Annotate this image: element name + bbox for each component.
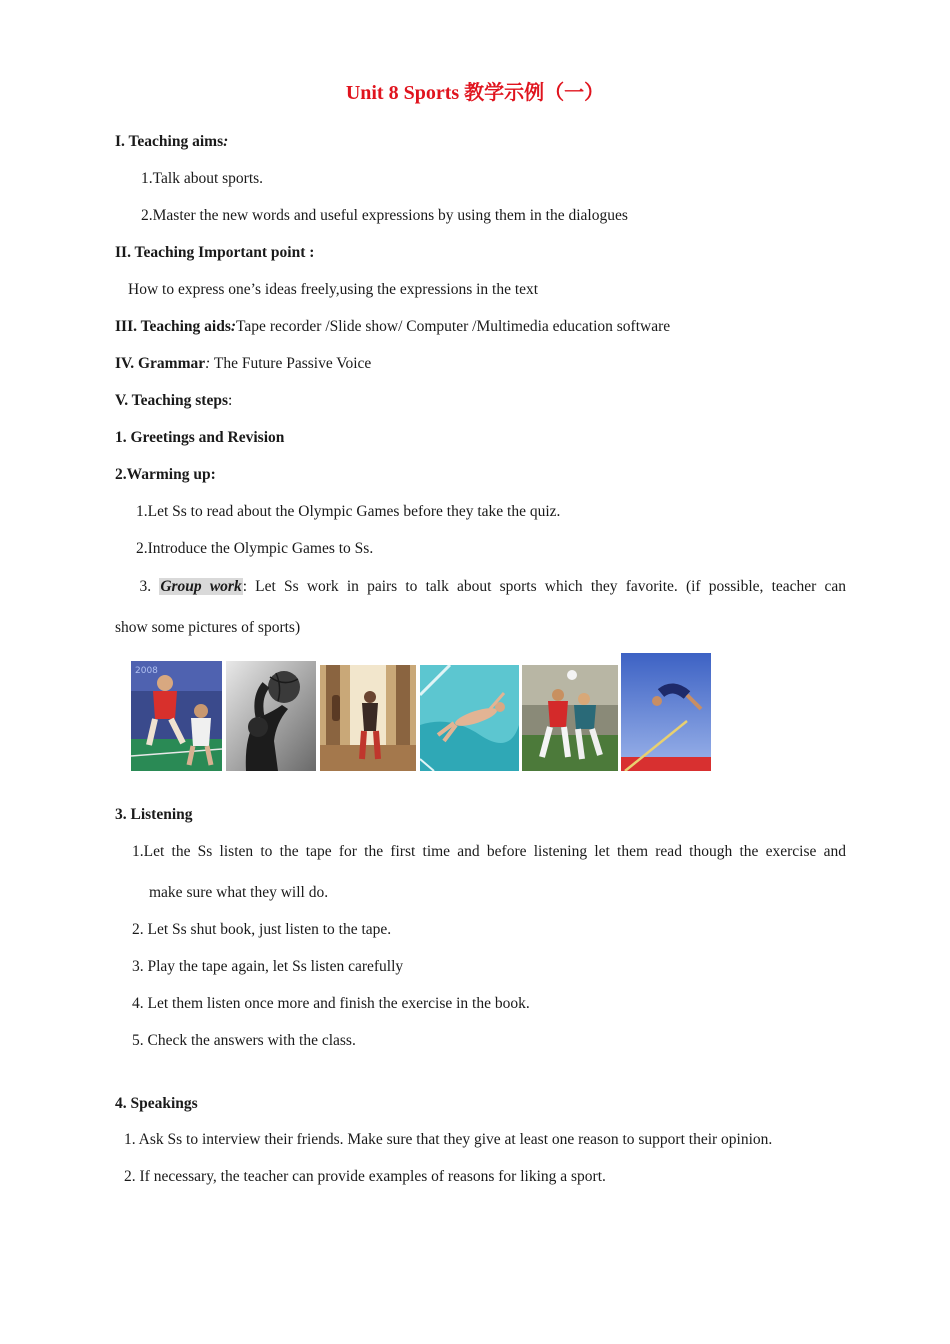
basketball-photo	[226, 661, 316, 771]
boxing-photo	[320, 665, 416, 771]
speaking-item-2: 2. If necessary, the teacher can provide examples of reasons for liking a sport.	[124, 1168, 606, 1185]
section-aids: III. Teaching aids:Tape recorder /Slide show/ Computer /Multimedia education software	[115, 318, 671, 335]
listening-item-4: 4. Let them listen once more and finish the exercise in the book.	[132, 995, 530, 1012]
section-aims-heading: I. Teaching aims:	[115, 133, 229, 150]
listening-item-1-cont: make sure what they will do.	[149, 884, 329, 901]
aims-item-1: 1.Talk about sports.	[141, 170, 264, 187]
listening-item-3: 3. Play the tape again, let Ss listen carefully	[132, 958, 404, 975]
greetings-heading: 1. Greetings and Revision	[115, 429, 285, 446]
warming-group-work-line-2: show some pictures of sports)	[115, 619, 301, 636]
page-title: Unit 8 Sports 教学示例（一）	[345, 82, 605, 104]
warming-item-2: 2.Introduce the Olympic Games to Ss.	[136, 540, 374, 557]
section-important-heading: II. Teaching Important point :	[115, 244, 315, 261]
group-work-label: Group work	[160, 578, 242, 595]
section-steps-heading: V. Teaching steps:	[115, 392, 233, 409]
badminton-photo	[131, 661, 222, 771]
listening-item-5: 5. Check the answers with the class.	[132, 1032, 356, 1049]
high-jump-photo	[621, 653, 711, 771]
important-text: How to express one’s ideas freely,using the expressions in the text	[128, 281, 539, 298]
listening-item-1: 1.Let the Ss listen to the tape for the first time and before listening let them read though the exercise and	[132, 843, 846, 860]
warming-group-work-line: 3. Group work: Let Ss work in pairs to talk about sports which they favorite. (if possible, teacher can	[139, 578, 847, 595]
football-photo	[522, 665, 618, 771]
speaking-heading: 4. Speakings	[115, 1095, 198, 1112]
speaking-item-1: 1. Ask Ss to interview their friends. Make sure that they give at least one reason to support their opinion.	[124, 1131, 773, 1148]
diving-photo	[420, 665, 519, 771]
listening-heading: 3. Listening	[115, 806, 193, 823]
warming-item-1: 1.Let Ss to read about the Olympic Games before they take the quiz.	[136, 503, 561, 520]
section-grammar: IV. Grammar: The Future Passive Voice	[115, 355, 372, 372]
listening-item-2: 2. Let Ss shut book, just listen to the tape.	[132, 921, 392, 938]
warming-heading: 2.Warming up:	[115, 466, 216, 483]
svg-text:2008: 2008	[135, 666, 158, 676]
aims-item-2: 2.Master the new words and useful expressions by using them in the dialogues	[141, 207, 628, 224]
